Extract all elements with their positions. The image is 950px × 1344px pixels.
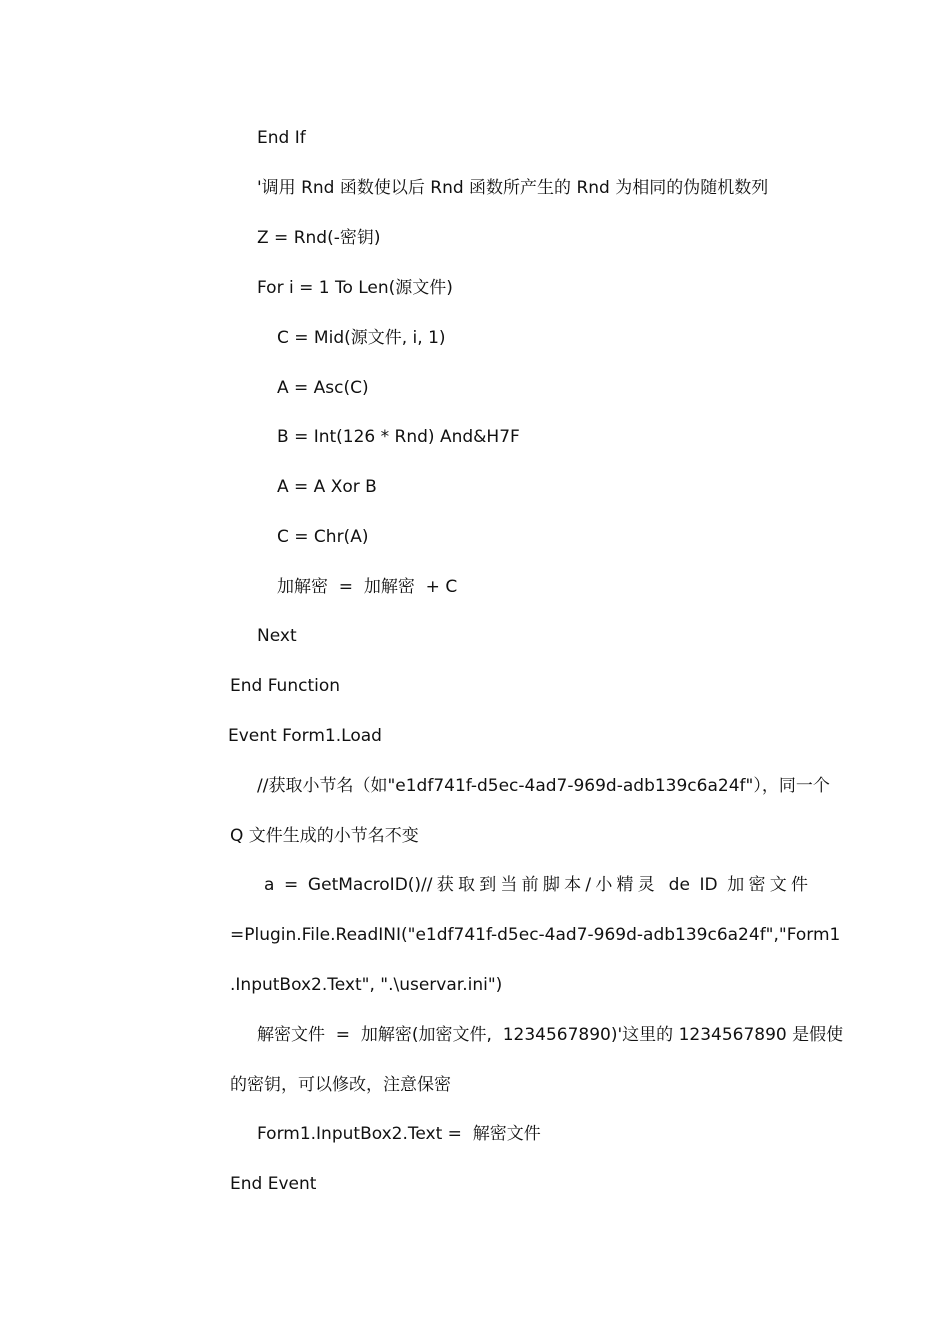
code-line-a-xor: A = A Xor B	[277, 477, 377, 497]
code-line-decrypt: 解密文件 = 加解密(加密文件, 1234567890)'这里的 1234567890 是假使	[257, 1025, 844, 1045]
code-line-z-rnd: Z = Rnd(-密钥)	[257, 228, 381, 248]
code-line-read-ini-continued: .InputBox2.Text", ".\uservar.ini")	[230, 975, 503, 995]
code-line-set-inputbox: Form1.InputBox2.Text = 解密文件	[257, 1124, 541, 1144]
code-line-c-mid: C = Mid(源文件, i, 1)	[277, 328, 446, 348]
code-line-concat: 加解密 = 加解密 + C	[277, 577, 458, 597]
code-comment-continued: Q 文件生成的小节名不变	[230, 826, 419, 846]
code-line-read-ini: =Plugin.File.ReadINI("e1df741f-d5ec-4ad7-969d-adb139c6a24f","Form1	[230, 925, 841, 945]
code-line-c-chr: C = Chr(A)	[277, 527, 369, 547]
code-line-event-load: Event Form1.Load	[228, 726, 382, 746]
code-line-b-int: B = Int(126 * Rnd) And&H7F	[277, 427, 520, 447]
code-line-end-function: End Function	[230, 676, 341, 696]
code-line-a-asc: A = Asc(C)	[277, 378, 369, 398]
code-line-get-macro-id: a = GetMacroID()//获取到当前脚本/小精灵 de ID 加密文件	[264, 875, 808, 895]
code-comment-rnd: '调用 Rnd 函数使以后 Rnd 函数所产生的 Rnd 为相同的伪随机数列	[257, 178, 769, 198]
code-line-next: Next	[257, 626, 297, 646]
code-comment-key-note: 的密钥，可以修改，注意保密	[230, 1075, 451, 1095]
code-line-for-loop: For i = 1 To Len(源文件)	[257, 278, 453, 298]
code-comment-section-name: //获取小节名（如"e1df741f-d5ec-4ad7-969d-adb139c6a24f"），同一个	[257, 776, 830, 796]
code-line-end-if: End If	[257, 128, 306, 148]
code-line-end-event: End Event	[230, 1174, 317, 1194]
